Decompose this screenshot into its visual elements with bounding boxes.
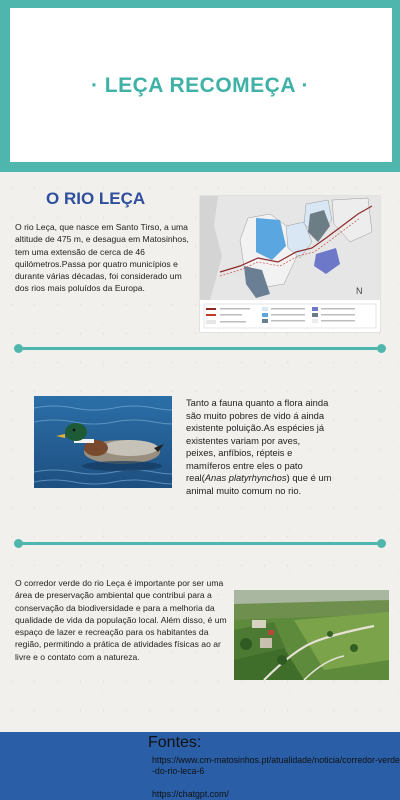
source-link[interactable]: https://chatgpt.com/ [152,789,229,799]
sources-title: Fontes: [148,734,202,751]
species-name: Anas platyrhynchos [204,472,287,483]
divider-dot [14,539,23,548]
divider-dot [14,344,23,353]
section-title: O RIO LEÇA [46,189,146,208]
fauna-description [186,397,332,497]
svg-text:N: N [356,286,363,296]
green-corridor-aerial-photo [234,590,389,680]
fauna-text: Tanto a fauna quanto a flora ainda são muito pobres de vido á ainda existente poluição.As espécies já existentes variam por aves, peixes, anfíbios, répteis e mamíferos entre eles o pato real( [186,397,329,483]
divider-dot [377,539,386,548]
fauna-text-end: ) que é um animal muito comum no rio. [186,472,332,496]
section-divider [17,542,383,545]
divider-dot [377,344,386,353]
river-description: O rio Leça, que nasce em Santo Tirso, a uma altitude de 475 m, e desagua em Matosinhos, tem uma extensão de cerca de 46 quilómetros.Passa por quatro municípios e durante várias décadas, foi considerado um dos rios mais poluídos da Europa. [15,222,189,294]
mallard-duck-photo [34,396,172,488]
section-divider [17,347,383,350]
green-corridor-description: O corredor verde do rio Leça é importante por ser uma área de preservação ambiental que contribui para a conservação da biodiversidade e para a melhoria da qualidade de vida da população local. Além disso, é um espaço de lazer e recreação para os habitantes da região, permitindo a prática de atividades físicas ao ar livre e o contato com a natureza. [15,578,227,662]
page-title: · LEÇA RECOMEÇA · [90,74,310,97]
source-link[interactable]: https://www.cm-matosinhos.pt/atualidade/noticia/corredor-verde-do-rio-leca-6 [152,755,400,776]
river-basin-map-image [199,195,381,333]
